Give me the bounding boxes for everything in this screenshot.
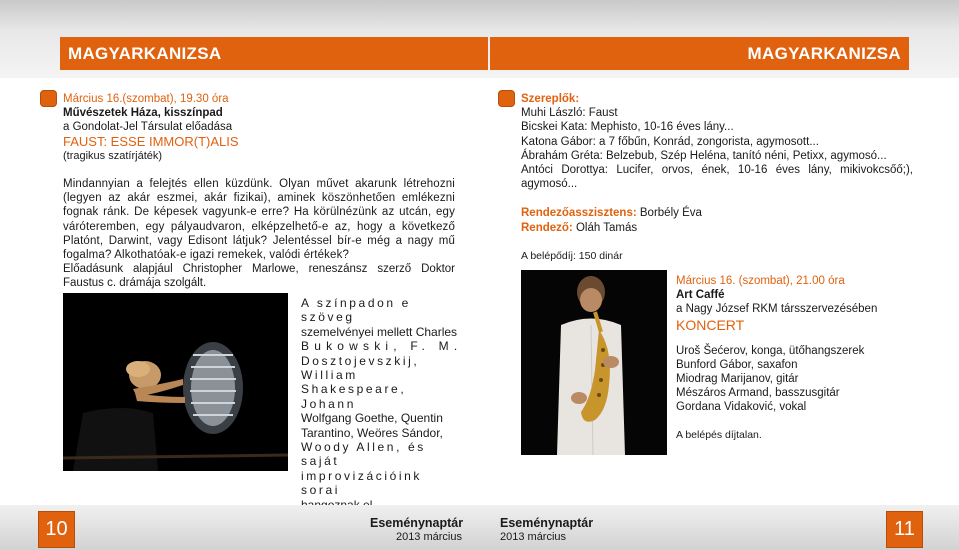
left-event	[63, 92, 455, 291]
saxophonist-photo	[521, 270, 667, 455]
cast-item: Antóci Dorottya: Lucifer, orvos, ének, 10-16 éves lány, mikivokcsőő;), agymosó...	[521, 164, 913, 191]
left-page-number: 10	[38, 511, 75, 548]
right-footer	[500, 516, 600, 544]
cast-item: Katona Gábor: a 7 főbűn, Konrád, zongorista, agymosott...	[521, 135, 819, 148]
bottom-bar	[0, 505, 959, 550]
quote-line: Bukowski, F. M.	[301, 339, 463, 354]
concert-organizer: a Nagy József RKM társszervezésében	[676, 303, 878, 316]
concert-venue: Art Caffé	[676, 289, 725, 302]
cast-item: Ábrahám Gréta: Belzebub, Szép Heléna, tanító néni, Petixx, agymosó...	[521, 149, 887, 162]
event-genre: (tragikus szatírjáték)	[63, 149, 163, 162]
quote-line: Tarantino, Weöres Sándor,	[301, 425, 443, 440]
event-date: Március 16.(szombat), 19.30 óra	[63, 93, 229, 105]
ticket-price: A belépődíj: 150 dinár	[521, 249, 623, 262]
event-title: FAUST: ESSE IMMOR(T)ALIS	[63, 133, 239, 149]
concert-ticket: A belépés díjtalan.	[676, 428, 762, 441]
left-footer-sub: 2013 március	[395, 531, 462, 543]
musician: Mészáros Armand, basszusgitár	[676, 387, 840, 400]
section-bullet-icon	[498, 90, 515, 107]
left-footer	[370, 516, 462, 544]
event-company: a Gondolat-Jel Társulat előadása	[63, 121, 233, 134]
cast-item: Muhi László: Faust	[521, 107, 618, 120]
director-label: Rendező:	[521, 221, 573, 234]
quote-line: Dosztojevszkij, William	[301, 353, 420, 383]
stage-photo	[63, 293, 288, 471]
quote-line: A színpadon e szöveg	[301, 296, 411, 325]
concert-block	[676, 274, 896, 442]
quote-line: szemelvényei mellett Charles	[301, 324, 458, 339]
left-banner: MAGYARKANIZSA	[60, 37, 488, 70]
quote-block	[301, 296, 463, 512]
cast-heading: Szereplők:	[521, 93, 580, 105]
director-name: Oláh Tamás	[575, 221, 638, 234]
left-footer-title: Eseménynaptár	[370, 516, 464, 530]
concert-date: Március 16. (szombat), 21.00 óra	[676, 275, 845, 287]
right-footer-title: Eseménynaptár	[500, 516, 594, 530]
quote-line: improvizációink sorai	[301, 468, 423, 498]
concert-title: KONCERT	[676, 316, 745, 333]
right-footer-sub: 2013 március	[500, 531, 567, 543]
section-bullet-icon	[40, 90, 57, 107]
event-basis: Előadásunk alapjául Christopher Marlowe, reneszánsz szerző Doktor Faustus c. drámája szolgált.	[63, 263, 455, 290]
quote-line: Wolfgang Goethe, Quentin	[301, 411, 443, 426]
musician: Bunford Gábor, saxafon	[676, 358, 798, 371]
event-venue: Művészetek Háza, kisszínpad	[63, 107, 223, 120]
right-banner: MAGYARKANIZSA	[490, 37, 909, 70]
musician: Gordana Vidaković, vokal	[676, 401, 807, 414]
cast-block	[521, 92, 913, 263]
musician: Miodrag Marijanov, gitár	[676, 373, 799, 386]
quote-line: Shakespeare, Johann	[301, 382, 407, 411]
musician: Uroš Šećerov, konga, ütőhangszerek	[676, 344, 865, 357]
assistant-label: Rendezőasszisztens:	[521, 207, 637, 220]
quote-line: Woody Allen, és saját	[301, 440, 426, 469]
cast-item: Bicskei Kata: Mephisto, 10-16 éves lány...	[521, 121, 734, 134]
assistant-name: Borbély Éva	[639, 207, 702, 220]
event-description: Mindannyian a felejtés ellen küzdünk. Olyan művet akarunk létrehozni (legyen az akár eszmei, akár fizikai), aminek köszönhetően emlékezni fognak ránk. De képesek vagyunk-e erre? Ha körülnézünk az utcán, egy váróteremben, egy pályaudvaron, elképzelhető-e az, hogy a következő Platónt, Darwint, vagy Edisont látjuk? Jelentéssel bír-e még a nagy mű fogalma? Alkothatóak-e igazi remekek, valódi értékek?	[63, 178, 455, 262]
right-page-number: 11	[886, 511, 923, 548]
